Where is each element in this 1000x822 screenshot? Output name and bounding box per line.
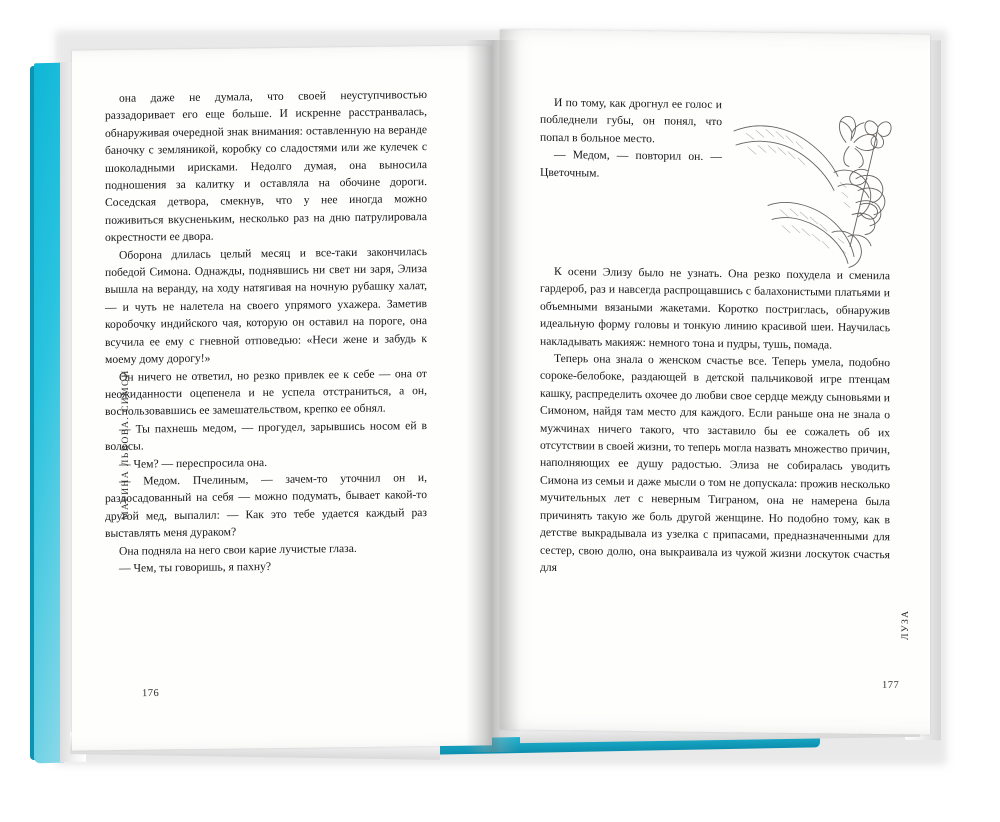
paragraph: она даже не думала, что своей неуступчивостью раззадоривает его еще больше. И искренне расстранвалась, обнаруживая очередной знак внимания: оставленную на веранде баночку с земляникой, коробку со сладостями или же кулечек с шоколадными ирисками. Недолго думая, она выносила подношения за калитку и оставляла на обочине дороги. Соседская детвора, смекнув, что у нее иногда можно поживиться вкусненьким, несколько раз на дню патрулировала окрестности ее двора. — [105, 88, 427, 245]
paragraph: Теперь она знала о женском счастье все. Теперь умела, подобно сороке-белобоке, раздающей в детской пальчиковой игре птенцам кашку, распределить охочее до любви свое сердце между сыновьями и Симоном, найдя там место для каждого. Если раньше она не знала о мужчинах ничего такого, что заставило бы ее сожалеть об их отсутствии в своей жизни, то теперь могла назвать множество причин, наполняющих ее душу радостью. Элиза не собиралась уводить Симона из семьи и даже мысли о том не допускала: прожив несколько мучительных лет с неверным Тиграном, она не намерена была причинять такую же боль другой женщине. Но подобно тому, как в детстве выкрадывала из узелка с припасами, предназначенными для сестер, свою долю, она выкраивала из чужой жизни лоскуток счастья для — [540, 351, 890, 574]
running-head-right: ЛУЗА — [900, 609, 911, 640]
paragraph: Оборона длилась целый месяц и все-таки закончилась победой Симона. Однажды, поднявшись ни свет ни заря, Элиза вышла на веранду, на ходу натягивая на ночную рубашку халат, — и чуть не налетела на своего упрямого ухажера. Заметив коробочку индийского чая, которую он оставил на пороге, она всучила ее ему с гневной отповедью: «Неси жене и забудь к моему дому дорогу!» — [105, 244, 427, 367]
right-page-text-main — [540, 263, 890, 581]
paragraph: К осени Элизу было не узнать. Она резко похудела и сменила гардероб, раз и навсегда распрощавшись с балахонистыми платьями и объемными вязаными жакетами. Коротко постриглась, обнаружив идеальную форму головы и тонкую линию красивой шеи. Научилась накладывать макияж: немного тона и пудры, тушь, помада. — [540, 264, 890, 352]
paragraph: — Медом. Пчелиным, — зачем-то уточнил он и, раздосадованный на себя — можно подумать, бывает какой-то другой мед, выпалил: — Как это тебе удается каждый раз выставлять меня дураком? — [105, 470, 427, 541]
paragraph: Он ничего не ответил, но резко привлек ее к себе — она от неожиданности оцепенела и не успела отстраниться, а он, воспользовавшись ее замешательством, крепко ее обнял. — [105, 366, 427, 419]
hands-with-butterfly-and-flower-icon — [728, 85, 896, 272]
folio-right: 177 — [882, 679, 900, 692]
paragraph: — Чем? — переспросила она. — [119, 455, 268, 471]
paragraph: — Ты пахнешь медом, — прогудел, зарывшись носом ей в волосы. — [105, 418, 427, 454]
paragraph: И по тому, как дрогнул ее голос и побледнели губы, он понял, что попал в больное место. — [540, 95, 722, 146]
paragraph: — Медом, — повторил он. — Цветочным. — [540, 148, 722, 180]
paragraph: Она подняла на него свои карие лучистые глаза. — [119, 541, 357, 558]
running-head-left: МАРИНА ЛЬВОВА. СИМОН — [120, 369, 131, 520]
right-page-text-top — [540, 94, 722, 183]
folio-left: 176 — [142, 687, 160, 700]
paragraph: — Чем, ты говоришь, я пахну? — [119, 559, 272, 575]
left-page-text — [105, 86, 427, 577]
